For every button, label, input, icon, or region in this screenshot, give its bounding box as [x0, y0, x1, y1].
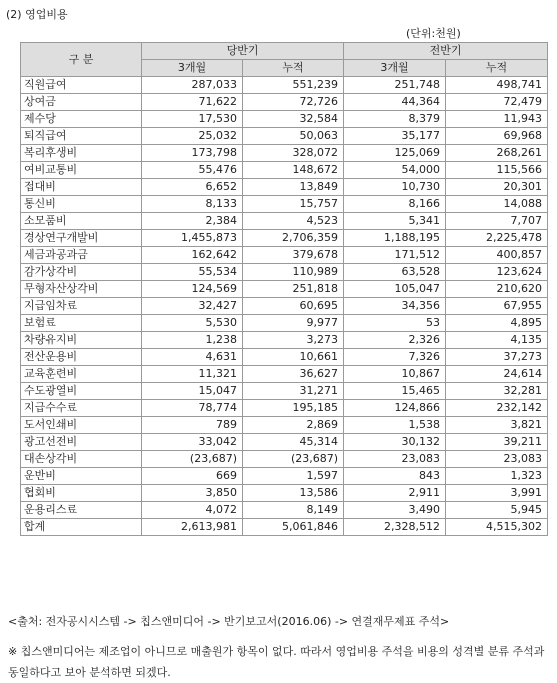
- row-value: 2,225,478: [446, 230, 548, 247]
- row-value: 37,273: [446, 349, 548, 366]
- row-value: 5,341: [344, 213, 446, 230]
- table-row: [21, 502, 548, 519]
- header-previous-3month: 3개월: [344, 60, 446, 77]
- row-label: 제수당: [21, 111, 142, 128]
- table-row: [21, 468, 548, 485]
- table-row: [21, 162, 548, 179]
- unit-label: (단위:천원): [406, 27, 461, 40]
- row-value: 148,672: [243, 162, 344, 179]
- row-value: 32,427: [142, 298, 243, 315]
- row-value: 251,748: [344, 77, 446, 94]
- row-value: 44,364: [344, 94, 446, 111]
- table-row: [21, 145, 548, 162]
- row-value: 39,211: [446, 434, 548, 451]
- row-value: 53: [344, 315, 446, 332]
- row-value: 125,069: [344, 145, 446, 162]
- row-value: 287,033: [142, 77, 243, 94]
- row-value: 55,476: [142, 162, 243, 179]
- row-value: 669: [142, 468, 243, 485]
- row-value: 1,188,195: [344, 230, 446, 247]
- row-value: 6,652: [142, 179, 243, 196]
- table-row: [21, 94, 548, 111]
- row-value: 33,042: [142, 434, 243, 451]
- row-value: 23,083: [446, 451, 548, 468]
- analysis-note: ※ 칩스앤미디어는 제조업이 아니므로 매출원가 항목이 없다. 따라서 영업비용 주석을 비용의 성격별 분류 주석과 동일하다고 보아 분석하면 되겠다.: [8, 645, 545, 679]
- row-value: 2,328,512: [344, 519, 446, 536]
- row-value: 71,622: [142, 94, 243, 111]
- row-value: 105,047: [344, 281, 446, 298]
- table-row: [21, 349, 548, 366]
- row-value: 55,534: [142, 264, 243, 281]
- table-row: [21, 298, 548, 315]
- row-value: 268,261: [446, 145, 548, 162]
- row-value: 162,642: [142, 247, 243, 264]
- row-value: 1,238: [142, 332, 243, 349]
- row-value: 11,943: [446, 111, 548, 128]
- row-value: 25,032: [142, 128, 243, 145]
- table-row: [21, 247, 548, 264]
- row-label: 광고선전비: [21, 434, 142, 451]
- row-value: 10,661: [243, 349, 344, 366]
- header-current-period: 당반기: [142, 43, 344, 60]
- row-value: 69,968: [446, 128, 548, 145]
- row-label: 차량유지비: [21, 332, 142, 349]
- row-value: 4,895: [446, 315, 548, 332]
- header-current-3month: 3개월: [142, 60, 243, 77]
- row-value: 14,088: [446, 196, 548, 213]
- row-value: 3,821: [446, 417, 548, 434]
- row-value: 124,569: [142, 281, 243, 298]
- row-label: 퇴직급여: [21, 128, 142, 145]
- row-value: 10,730: [344, 179, 446, 196]
- row-value: 195,185: [243, 400, 344, 417]
- row-value: 45,314: [243, 434, 344, 451]
- row-label: 교육훈련비: [21, 366, 142, 383]
- row-label: 대손상각비: [21, 451, 142, 468]
- source-citation: <출처: 전자공시시스템 -> 칩스앤미디어 -> 반기보고서(2016.06) -> 연결재무제표 주석>: [8, 615, 450, 628]
- row-value: 15,757: [243, 196, 344, 213]
- row-value: 4,072: [142, 502, 243, 519]
- row-value: 54,000: [344, 162, 446, 179]
- row-value: 34,356: [344, 298, 446, 315]
- table-row: [21, 77, 548, 94]
- row-value: 15,047: [142, 383, 243, 400]
- table-row: [21, 451, 548, 468]
- row-value: 123,624: [446, 264, 548, 281]
- row-value: 30,132: [344, 434, 446, 451]
- row-value: (23,687): [243, 451, 344, 468]
- row-value: 110,989: [243, 264, 344, 281]
- row-label: 여비교통비: [21, 162, 142, 179]
- row-value: 2,706,359: [243, 230, 344, 247]
- table-row: [21, 281, 548, 298]
- row-value: 1,323: [446, 468, 548, 485]
- row-value: 8,166: [344, 196, 446, 213]
- row-label: 지급수수료: [21, 400, 142, 417]
- row-value: 3,991: [446, 485, 548, 502]
- row-value: 843: [344, 468, 446, 485]
- table-row: [21, 179, 548, 196]
- row-value: 78,774: [142, 400, 243, 417]
- row-value: 23,083: [344, 451, 446, 468]
- row-label: 운반비: [21, 468, 142, 485]
- row-value: 789: [142, 417, 243, 434]
- row-label: 세금과공과금: [21, 247, 142, 264]
- section-title: (2) 영업비용: [6, 8, 68, 21]
- row-value: 32,584: [243, 111, 344, 128]
- row-value: 24,614: [446, 366, 548, 383]
- row-value: 2,384: [142, 213, 243, 230]
- row-value: 50,063: [243, 128, 344, 145]
- row-label: 지급임차료: [21, 298, 142, 315]
- header-previous-cumulative: 누적: [446, 60, 548, 77]
- row-value: (23,687): [142, 451, 243, 468]
- row-value: 2,613,981: [142, 519, 243, 536]
- row-value: 8,133: [142, 196, 243, 213]
- table-row: [21, 264, 548, 281]
- row-label: 소모품비: [21, 213, 142, 230]
- row-value: 13,849: [243, 179, 344, 196]
- row-value: 10,867: [344, 366, 446, 383]
- row-label: 보험료: [21, 315, 142, 332]
- row-value: 2,911: [344, 485, 446, 502]
- table-row: [21, 400, 548, 417]
- row-value: 4,135: [446, 332, 548, 349]
- header-previous-period: 전반기: [344, 43, 548, 60]
- row-value: 60,695: [243, 298, 344, 315]
- row-value: 67,955: [446, 298, 548, 315]
- row-label: 무형자산상각비: [21, 281, 142, 298]
- table-row: [21, 417, 548, 434]
- table-row: [21, 128, 548, 145]
- row-label: 복리후생비: [21, 145, 142, 162]
- row-value: 8,379: [344, 111, 446, 128]
- table-row: [21, 196, 548, 213]
- table-row: [21, 519, 548, 536]
- row-value: 4,523: [243, 213, 344, 230]
- table-body: [21, 77, 548, 536]
- row-value: 32,281: [446, 383, 548, 400]
- row-label: 상여금: [21, 94, 142, 111]
- table-row: [21, 434, 548, 451]
- row-label: 도서인쇄비: [21, 417, 142, 434]
- row-value: 20,301: [446, 179, 548, 196]
- row-value: 9,977: [243, 315, 344, 332]
- table-row: [21, 213, 548, 230]
- row-value: 1,538: [344, 417, 446, 434]
- row-label: 운용리스료: [21, 502, 142, 519]
- row-value: 72,726: [243, 94, 344, 111]
- row-value: 36,627: [243, 366, 344, 383]
- row-value: 115,566: [446, 162, 548, 179]
- row-value: 551,239: [243, 77, 344, 94]
- table-row: [21, 230, 548, 247]
- row-value: 328,072: [243, 145, 344, 162]
- row-value: 1,597: [243, 468, 344, 485]
- row-value: 31,271: [243, 383, 344, 400]
- row-value: 3,273: [243, 332, 344, 349]
- row-value: 3,850: [142, 485, 243, 502]
- table-row: [21, 383, 548, 400]
- row-label: 전산운용비: [21, 349, 142, 366]
- row-value: 379,678: [243, 247, 344, 264]
- row-label: 감가상각비: [21, 264, 142, 281]
- row-label: 직원급여: [21, 77, 142, 94]
- row-value: 63,528: [344, 264, 446, 281]
- header-current-cumulative: 누적: [243, 60, 344, 77]
- row-value: 2,326: [344, 332, 446, 349]
- row-value: 35,177: [344, 128, 446, 145]
- row-value: 498,741: [446, 77, 548, 94]
- table-row: [21, 315, 548, 332]
- row-label: 통신비: [21, 196, 142, 213]
- row-value: 5,945: [446, 502, 548, 519]
- row-value: 210,620: [446, 281, 548, 298]
- row-value: 17,530: [142, 111, 243, 128]
- row-value: 5,061,846: [243, 519, 344, 536]
- row-value: 400,857: [446, 247, 548, 264]
- row-value: 7,707: [446, 213, 548, 230]
- table-row: [21, 111, 548, 128]
- row-value: 15,465: [344, 383, 446, 400]
- row-value: 1,455,873: [142, 230, 243, 247]
- table-row: [21, 485, 548, 502]
- row-value: 232,142: [446, 400, 548, 417]
- row-value: 11,321: [142, 366, 243, 383]
- row-value: 4,515,302: [446, 519, 548, 536]
- row-label: 수도광열비: [21, 383, 142, 400]
- row-value: 251,818: [243, 281, 344, 298]
- header-category: 구 분: [21, 43, 142, 77]
- table-row: [21, 366, 548, 383]
- row-value: 8,149: [243, 502, 344, 519]
- row-value: 13,586: [243, 485, 344, 502]
- row-value: 173,798: [142, 145, 243, 162]
- row-value: 2,869: [243, 417, 344, 434]
- row-value: 4,631: [142, 349, 243, 366]
- row-value: 171,512: [344, 247, 446, 264]
- row-label: 합계: [21, 519, 142, 536]
- operating-expense-table: [20, 42, 548, 536]
- row-label: 접대비: [21, 179, 142, 196]
- row-label: 협회비: [21, 485, 142, 502]
- row-value: 7,326: [344, 349, 446, 366]
- row-value: 72,479: [446, 94, 548, 111]
- row-value: 124,866: [344, 400, 446, 417]
- row-value: 3,490: [344, 502, 446, 519]
- table-row: [21, 332, 548, 349]
- row-label: 경상연구개발비: [21, 230, 142, 247]
- row-value: 5,530: [142, 315, 243, 332]
